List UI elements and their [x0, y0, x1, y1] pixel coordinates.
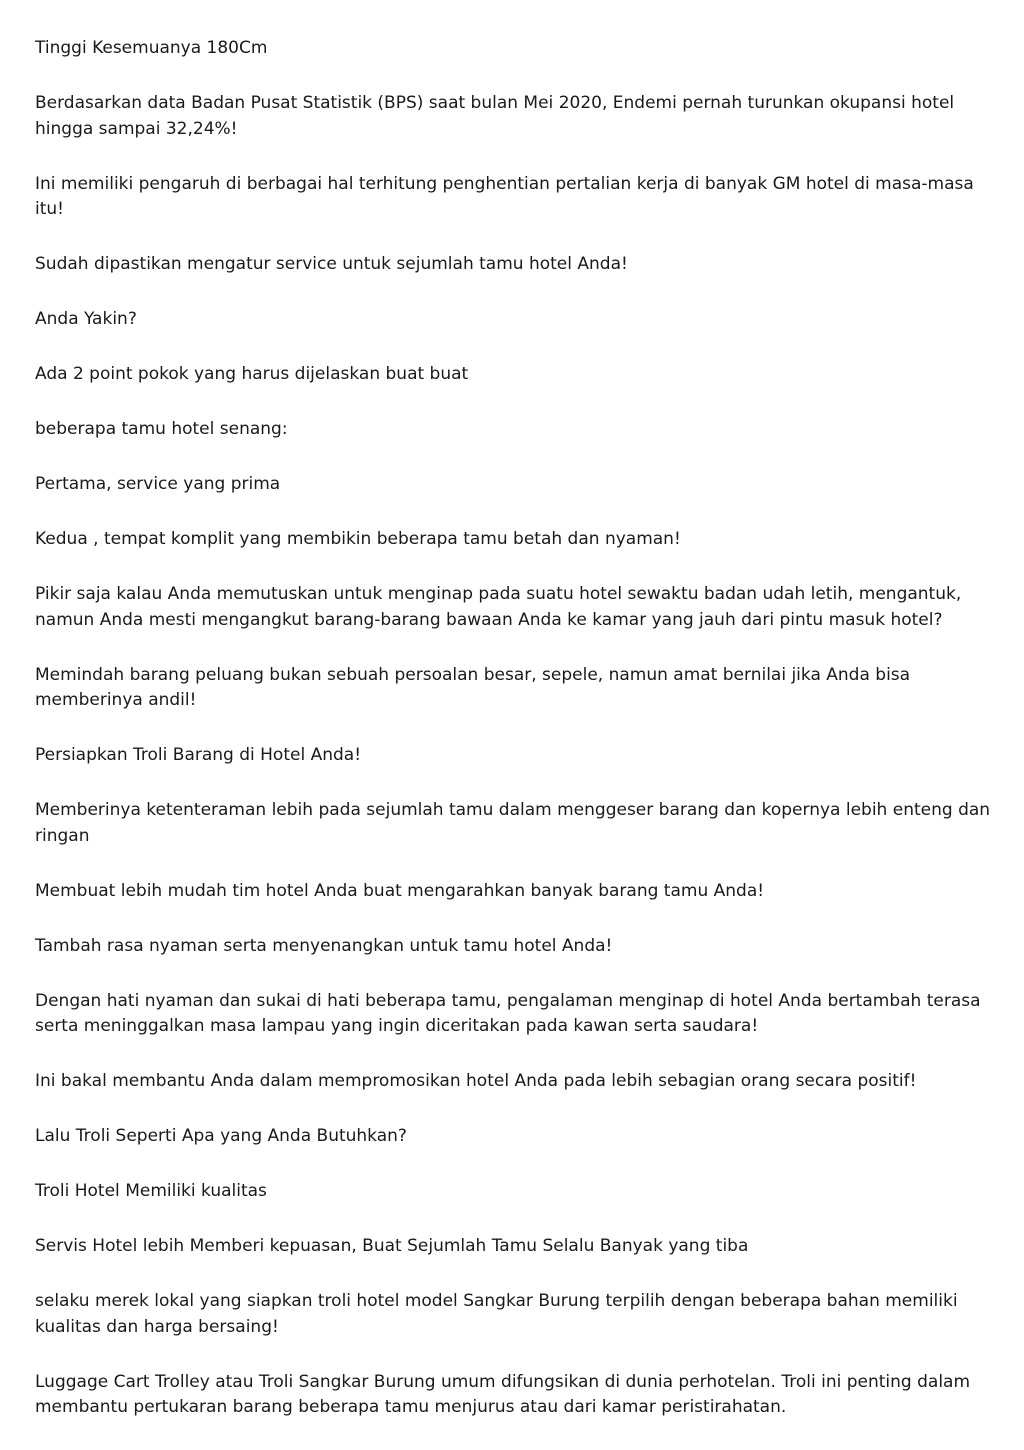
paragraph: Tambah rasa nyaman serta menyenangkan untuk tamu hotel Anda!	[35, 935, 613, 956]
paragraph: Memindah barang peluang bukan sebuah persoalan besar, sepele, namun amat bernilai jika Anda bisa memberinya andil!	[35, 664, 911, 710]
paragraph: beberapa tamu hotel senang:	[35, 419, 288, 439]
paragraph: Membuat lebih mudah tim hotel Anda buat mengarahkan banyak barang tamu Anda!	[35, 880, 765, 901]
document-body	[35, 36, 995, 1450]
paragraph: Pertama, service yang prima	[35, 474, 281, 494]
paragraph: Sudah dipastikan mengatur service untuk sejumlah tamu hotel Anda!	[35, 254, 628, 274]
paragraph: Ada 2 point pokok yang harus dijelaskan buat buat	[35, 364, 469, 384]
paragraph: Tinggi Kesemuanya 180Cm	[35, 38, 268, 58]
paragraph: Ini memiliki pengaruh di berbagai hal terhitung penghentian pertalian kerja di banyak GM hotel di masa-masa itu!	[35, 173, 974, 219]
paragraph: Memberinya ketenteraman lebih pada sejumlah tamu dalam menggeser barang dan kopernya lebih enteng dan ringan	[35, 800, 991, 846]
paragraph: selaku merek lokal yang siapkan troli hotel model Sangkar Burung terpilih dengan beberapa bahan memiliki kualitas dan harga bersaing!	[35, 1291, 958, 1337]
paragraph: Dengan hati nyaman dan sukai di hati beberapa tamu, pengalaman menginap di hotel Anda bertambah terasa serta meninggalkan masa lampau yang ingin diceritakan pada kawan serta saudara!	[35, 990, 981, 1036]
paragraph: Troli Hotel Memiliki kualitas	[35, 1181, 267, 1201]
paragraph: Berdasarkan data Badan Pusat Statistik (BPS) saat bulan Mei 2020, Endemi pernah turunkan okupansi hotel hingga sampai 32,24%!	[35, 93, 955, 139]
paragraph: Ini bakal membantu Anda dalam mempromosikan hotel Anda pada lebih sebagian orang secara positif!	[35, 1071, 917, 1091]
paragraph: Pikir saja kalau Anda memutuskan untuk menginap pada suatu hotel sewaktu badan udah letih, mengantuk, namun Anda mesti mengangkut barang-barang bawaan Anda ke kamar yang jauh dari pintu masuk hotel?	[35, 584, 962, 630]
paragraph: Anda Yakin?	[35, 309, 137, 329]
paragraph: Persiapkan Troli Barang di Hotel Anda!	[35, 745, 362, 765]
paragraph: Kedua , tempat komplit yang membikin beberapa tamu betah dan nyaman!	[35, 529, 681, 549]
paragraph: Luggage Cart Trolley atau Troli Sangkar Burung umum difungsikan di dunia perhotelan. Troli ini penting dalam membantu pertukaran barang beberapa tamu menjurus atau dari kamar peristirahatan.	[35, 1371, 971, 1417]
paragraph: Lalu Troli Seperti Apa yang Anda Butuhkan?	[35, 1126, 407, 1146]
paragraph: Servis Hotel lebih Memberi kepuasan, Buat Sejumlah Tamu Selalu Banyak yang tiba	[35, 1236, 749, 1256]
